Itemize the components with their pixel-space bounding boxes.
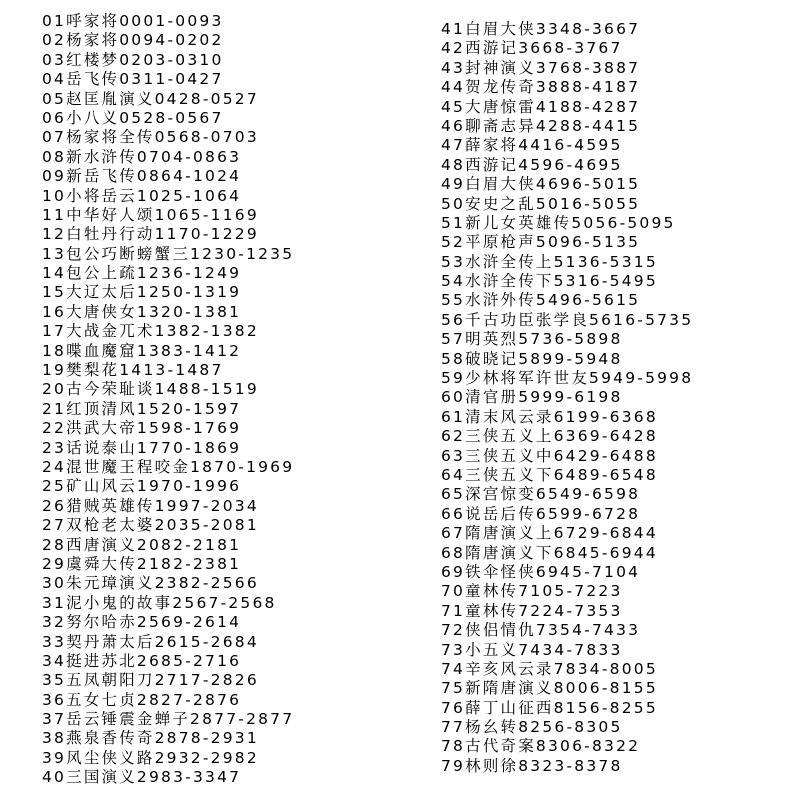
list-item: 47薛家将4416-4595 [441,136,623,155]
list-item: 65深宫惊变6549-6598 [441,485,641,504]
list-item: 29虞舜大传2182-2381 [42,554,242,573]
list-item: 40三国演义2983-3347 [42,768,242,787]
list-item: 08新水浒传0704-0863 [42,147,242,166]
list-item: 46聊斋志异4288-4415 [441,116,641,135]
list-item: 58破晓记5899-5948 [441,349,623,368]
list-item: 67隋唐演义上6729-6844 [441,524,658,543]
list-item: 60清官册5999-6198 [441,388,623,407]
list-item: 02杨家将0094-0202 [42,31,224,50]
list-item: 63三侠五义中6429-6488 [441,446,658,465]
list-item: 73小五义7434-7833 [441,640,623,659]
list-item: 72侠侣情仇7354-7433 [441,621,641,640]
list-item: 11中华好人颂1065-1169 [42,205,259,224]
list-item: 52平原枪声5096-5135 [441,233,641,252]
list-item: 19樊梨花1413-1487 [42,361,224,380]
list-item: 42西游记3668-3767 [441,39,623,58]
list-item: 04岳飞传0311-0427 [42,70,224,89]
list-item: 48西游记4596-4695 [441,155,623,174]
list-item: 07杨家将全传0568-0703 [42,128,259,147]
list-item: 59少林将军许世友5949-5998 [441,369,694,388]
list-item: 57明英烈5736-5898 [441,330,623,349]
list-item: 56千古功臣张学良5616-5735 [441,310,694,329]
list-item: 21红顶清风1520-1597 [42,399,242,418]
list-item: 39风尘侠义路2932-2982 [42,748,259,767]
list-item: 62三侠五义上6369-6428 [441,427,658,446]
list-item: 05赵匡胤演义0428-0527 [42,89,259,108]
list-item: 15大辽太后1250-1319 [42,283,242,302]
list-item: 31泥小鬼的故事2567-2568 [42,593,277,612]
list-item: 54水浒全传下5316-5495 [441,272,658,291]
list-item: 44贺龙传奇3888-4187 [441,78,641,97]
right-column-list [441,20,693,776]
list-item: 61清末风云录6199-6368 [441,407,658,426]
list-item: 38燕泉香传奇2878-2931 [42,729,259,748]
list-item: 37岳云锤震金蝉子2877-2877 [42,710,295,729]
list-item: 24混世魔王程咬金1870-1969 [42,457,295,476]
list-item: 33契丹萧太后2615-2684 [42,632,259,651]
list-item: 17大战金兀术1382-1382 [42,322,259,341]
list-item: 10小将岳云1025-1064 [42,186,242,205]
list-item: 51新儿女英雄传5056-5095 [441,213,676,232]
list-item: 66说岳后传6599-6728 [441,504,641,523]
list-item: 12白牡丹行动1170-1229 [42,225,259,244]
list-item: 25矿山风云1970-1996 [42,477,242,496]
list-item: 78古代奇案8306-8322 [441,737,641,756]
list-item: 09新岳飞传0864-1024 [42,167,242,186]
list-item: 50安史之乱5016-5055 [441,194,641,213]
list-item: 53水浒全传上5136-5315 [441,252,658,271]
list-item: 32努尔哈赤2569-2614 [42,613,242,632]
list-item: 75新隋唐演义8006-8155 [441,679,658,698]
list-item: 30朱元璋演义2382-2566 [42,574,259,593]
list-item: 27双枪老太婆2035-2081 [42,516,259,535]
list-item: 77杨幺转8256-8305 [441,718,623,737]
list-item: 03红楼梦0203-0310 [42,50,224,69]
list-item: 68隋唐演义下6845-6944 [441,543,658,562]
list-item: 20古今荣耻谈1488-1519 [42,380,259,399]
list-item: 18喋血魔窟1383-1412 [42,341,242,360]
list-item: 70童林传7105-7223 [441,582,623,601]
list-item: 55水浒外传5496-5615 [441,291,641,310]
list-item: 69铁伞怪侠6945-7104 [441,562,641,581]
list-item: 35五凤朝阳刀2717-2826 [42,671,259,690]
list-item: 36五女七贞2827-2876 [42,690,242,709]
list-item: 22洪武大帝1598-1769 [42,419,242,438]
list-item: 43封神演义3768-3887 [441,58,641,77]
left-column-list [42,12,294,788]
list-item: 06小八义0528-0567 [42,108,224,127]
list-item: 16大唐侠女1320-1381 [42,302,242,321]
list-item: 41白眉大侠3348-3667 [441,20,641,38]
list-item: 76薛丁山征西8156-8255 [441,698,658,717]
list-item: 14包公上疏1236-1249 [42,264,242,283]
list-item: 64三侠五义下6489-6548 [441,465,658,484]
list-item: 71童林传7224-7353 [441,601,623,620]
list-item: 45大唐惊雷4188-4287 [441,97,641,116]
list-item: 74辛亥风云录7834-8005 [441,659,658,678]
list-item: 79林则徐8323-8378 [441,756,623,775]
list-item: 49白眉大侠4696-5015 [441,175,641,194]
list-item: 34挺进苏北2685-2716 [42,651,242,670]
list-item: 26猎贼英雄传1997-2034 [42,496,259,515]
list-item: 01呼家将0001-0093 [42,12,224,30]
list-item: 23话说泰山1770-1869 [42,438,242,457]
list-item: 28西唐演义2082-2181 [42,535,242,554]
list-item: 13包公巧断螃蟹三1230-1235 [42,244,295,263]
